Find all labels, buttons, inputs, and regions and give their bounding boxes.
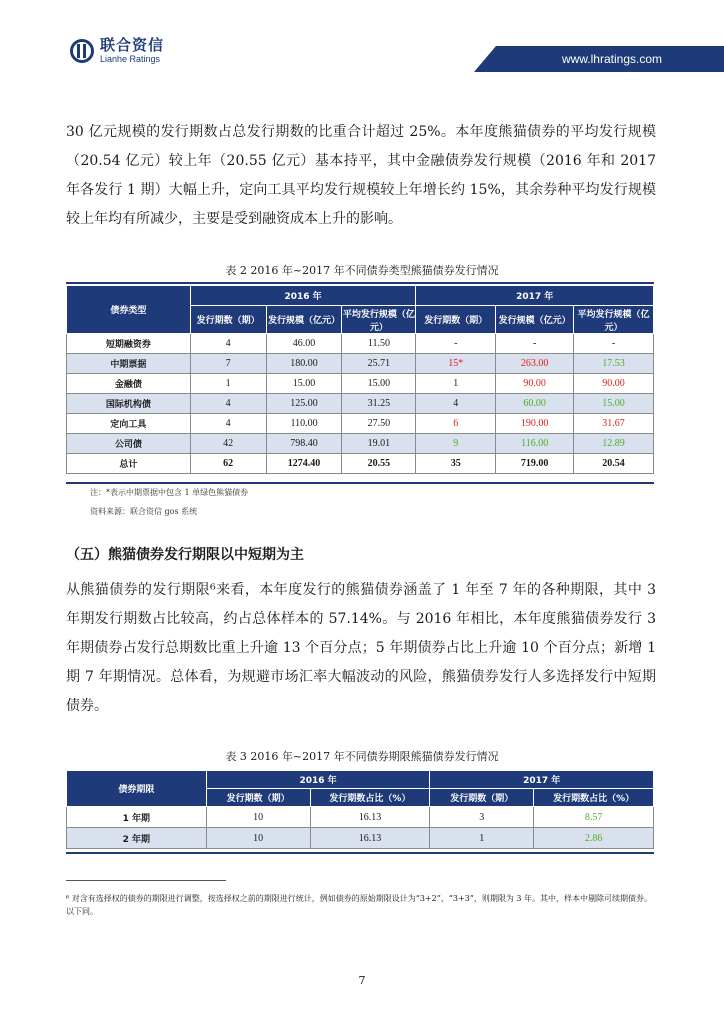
table-row — [67, 334, 654, 354]
table2-cell-type: 中期票据 — [67, 354, 191, 374]
table3-cell-term: 2 年期 — [67, 828, 207, 849]
table2-header-type: 债券类型 — [67, 286, 191, 334]
table2-cell-type: 短期融资券 — [67, 334, 191, 354]
table-row — [67, 394, 654, 414]
table2-cell: - — [496, 334, 574, 354]
table2-cell: 4 — [416, 394, 496, 414]
table2-cell: 90.00 — [496, 374, 574, 394]
table2-cell: 116.00 — [496, 434, 574, 454]
table2-cell: 19.01 — [342, 434, 416, 454]
table-row — [67, 354, 654, 374]
table2-cell-type: 总计 — [67, 454, 191, 474]
table3-caption: 表 3 2016 年~2017 年不同债券期限熊猫债券发行情况 — [225, 750, 499, 763]
table2-col-avg-2017: 平均发行规模（亿元） — [574, 306, 654, 334]
table2-cell: 4 — [190, 334, 266, 354]
table2-cell: 1274.40 — [266, 454, 342, 474]
table2-cell: 35 — [416, 454, 496, 474]
table2-col-count-2016: 发行期数（期） — [190, 306, 266, 334]
table3-col-share-2017: 发行期数占比（%） — [534, 789, 654, 807]
table2-cell: 12.89 — [574, 434, 654, 454]
table2-bond-types — [66, 285, 654, 474]
table-row — [67, 434, 654, 454]
table2-col-count-2017: 发行期数（期） — [416, 306, 496, 334]
logo-mark-icon — [70, 39, 94, 63]
table2-cell: 15.00 — [266, 374, 342, 394]
table3-cell: 10 — [206, 828, 310, 849]
table2-note: 注：*表示中期票据中包含 1 单绿色熊猫债券 — [90, 488, 249, 497]
company-logo — [70, 38, 164, 64]
table3-cell: 16.13 — [310, 828, 430, 849]
table2-cell: 46.00 — [266, 334, 342, 354]
table2-cell: 31.67 — [574, 414, 654, 434]
table3-bond-terms — [66, 770, 654, 849]
table-row-total — [67, 454, 654, 474]
table2-cell: 7 — [190, 354, 266, 374]
table2-cell: 263.00 — [496, 354, 574, 374]
section-heading: （五）熊猫债券发行期限以中短期为主 — [66, 547, 304, 563]
table3-cell: 3 — [430, 807, 534, 828]
table3-header-term: 债券期限 — [67, 771, 207, 807]
table2-top-rule — [66, 282, 654, 284]
table2-header-2017: 2017 年 — [416, 286, 654, 306]
table3-header-2017: 2017 年 — [430, 771, 654, 789]
table2-bottom-rule — [66, 482, 654, 484]
table2-cell-type: 公司债 — [67, 434, 191, 454]
table2-cell: - — [416, 334, 496, 354]
table2-cell: 15.00 — [342, 374, 416, 394]
table2-col-avg-2016: 平均发行规模（亿元） — [342, 306, 416, 334]
table2-cell: 20.55 — [342, 454, 416, 474]
table-row — [67, 414, 654, 434]
table3-col-count-2017: 发行期数（期） — [430, 789, 534, 807]
page-number: 7 — [358, 974, 366, 987]
table2-cell: 27.50 — [342, 414, 416, 434]
website-url: www.lhratings.com — [561, 52, 662, 66]
table3-cell: 1 — [430, 828, 534, 849]
table2-cell: 4 — [190, 394, 266, 414]
table2-cell: 180.00 — [266, 354, 342, 374]
table2-source: 资料来源：联合资信 gos 系统 — [90, 507, 198, 516]
table2-cell: 9 — [416, 434, 496, 454]
table3-header-2016: 2016 年 — [206, 771, 430, 789]
table2-cell: 25.71 — [342, 354, 416, 374]
table3-col-count-2016: 发行期数（期） — [206, 789, 310, 807]
table2-col-scale-2017: 发行规模（亿元） — [496, 306, 574, 334]
table2-cell: 90.00 — [574, 374, 654, 394]
table-row — [67, 374, 654, 394]
intro-paragraph: 30 亿元规模的发行期数占总发行期数的比重合计超过 25%。本年度熊猫债券的平均发行规模（20.54 亿元）较上年（20.55 亿元）基本持平，其中金融债券发行规模（2016 年和 2017 年各发行 1 期）大幅上升，定向工具平均发行规模较上年增长约 15%，其余券种平均发行规模较上年均有所减少，主要是受到融资成本上升的影响。 — [66, 124, 656, 227]
table2-cell: - — [574, 334, 654, 354]
table2-cell: 190.00 — [496, 414, 574, 434]
table3-cell: 16.13 — [310, 807, 430, 828]
table2-cell: 798.40 — [266, 434, 342, 454]
table2-cell: 110.00 — [266, 414, 342, 434]
table2-caption: 表 2 2016 年~2017 年不同债券类型熊猫债券发行情况 — [225, 264, 499, 277]
table-row — [67, 828, 654, 849]
table2-cell-type: 定向工具 — [67, 414, 191, 434]
logo-english-name: Lianhe Ratings — [100, 54, 161, 64]
table2-cell: 15* — [416, 354, 496, 374]
table2-cell: 20.54 — [574, 454, 654, 474]
footnote-separator — [66, 880, 226, 881]
table2-cell: 31.25 — [342, 394, 416, 414]
table2-cell: 42 — [190, 434, 266, 454]
table2-header-2016: 2016 年 — [190, 286, 416, 306]
logo-chinese-name: 联合资信 — [100, 36, 165, 54]
table3-bottom-rule — [66, 852, 654, 854]
table2-cell: 4 — [190, 414, 266, 434]
table3-cell-term: 1 年期 — [67, 807, 207, 828]
page-header — [0, 0, 724, 80]
table2-col-scale-2016: 发行规模（亿元） — [266, 306, 342, 334]
table2-cell: 17.53 — [574, 354, 654, 374]
table3-col-share-2016: 发行期数占比（%） — [310, 789, 430, 807]
table2-cell: 719.00 — [496, 454, 574, 474]
table2-cell: 125.00 — [266, 394, 342, 414]
table3-cell: 2.86 — [534, 828, 654, 849]
term-paragraph: 从熊猫债券的发行期限⁶来看，本年度发行的熊猫债券涵盖了 1 年至 7 年的各种期限，其中 3 年期发行期数占比较高，约占总体样本的 57.14%。与 2016 年相比，本年度熊猫债券发行 3 年期债券占发行总期数比重上升逾 13 个百分点；5 年期债券占比上升逾 10 个百分点；新增 1 期 7 年期情况。总体看，为规避市场汇率大幅波动的风险，熊猫债券发行人多选择发行中短期债券。 — [66, 582, 656, 714]
table2-cell-type: 国际机构债 — [67, 394, 191, 414]
table2-cell: 15.00 — [574, 394, 654, 414]
table2-cell: 6 — [416, 414, 496, 434]
table2-cell: 1 — [190, 374, 266, 394]
table2-cell: 60.00 — [496, 394, 574, 414]
table2-cell: 1 — [416, 374, 496, 394]
table2-cell: 11.50 — [342, 334, 416, 354]
table3-cell: 8.57 — [534, 807, 654, 828]
footnote: ⁶ 对含有选择权的债券的期限进行调整，按选择权之前的期限进行统计，例如债券的原始期限设计为“3+2”、“3+3”，则期限为 3 年。其中，样本中剔除可续期债券。以下同。 — [66, 894, 653, 916]
table2-cell: 62 — [190, 454, 266, 474]
table2-cell-type: 金融债 — [67, 374, 191, 394]
table-row — [67, 807, 654, 828]
table3-cell: 10 — [206, 807, 310, 828]
